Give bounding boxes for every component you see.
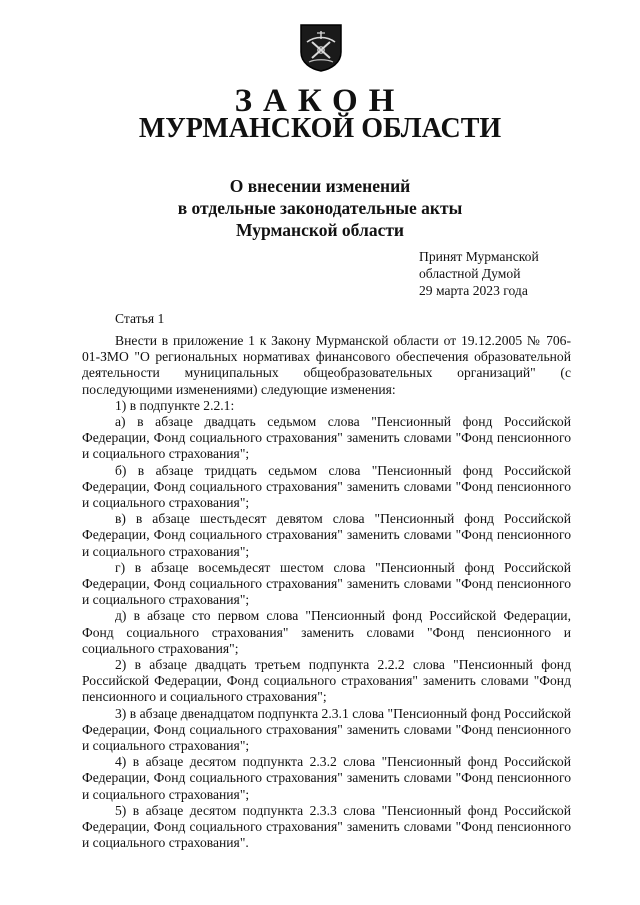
article-paragraph: 2) в абзаце двадцать третьем подпункта 2.2.2 слова "Пенсионный фонд Российской Федерации, Фонд социального страхования" заменить словами "Фонд пенсионного и социального страхования"; <box>82 657 571 705</box>
article-paragraph: а) в абзаце двадцать седьмом слова "Пенсионный фонд Российской Федерации, Фонд социального страхования" заменить словами "Фонд пенсионного и социального страхования"; <box>82 414 571 462</box>
article-paragraph: Внести в приложение 1 к Закону Мурманской области от 19.12.2005 № 706-01-ЗМО "О региональных нормативах финансового обеспечения образовательной деятельности муниципальных общеобразовательных организаций" (с последующими изменениями) следующие изменения: <box>82 333 571 397</box>
article-paragraph: б) в абзаце тридцать седьмом слова "Пенсионный фонд Российской Федерации, Фонд социального страхования" заменить словами "Фонд пенсионного и социального страхования"; <box>82 462 571 511</box>
article-paragraph: 4) в абзаце десятом подпункта 2.3.2 слова "Пенсионный фонд Российской Федерации, Фонд социального страхования" заменить словами "Фонд пенсионного и социального страхования"; <box>82 754 571 802</box>
article-paragraph: в) в абзаце шестьдесят девятом слова "Пенсионный фонд Российской Федерации, Фонд социального страхования" заменить словами "Фонд пенсионного и социального страхования"; <box>82 511 571 559</box>
subject-line: в отдельные законодательные акты <box>177 198 463 218</box>
region-title: МУРМАНСКОЙ ОБЛАСТИ <box>138 113 502 144</box>
adoption-date: 29 марта 2023 года <box>419 283 528 298</box>
adoption-line: областной Думой <box>419 266 521 281</box>
article-heading: Статья 1 <box>115 311 165 326</box>
article-paragraph: 5) в абзаце десятом подпункта 2.3.3 слова "Пенсионный фонд Российской Федерации, Фонд социального страхования" заменить словами "Фонд пенсионного и социального страхования". <box>82 802 571 851</box>
article-paragraph: 3) в абзаце двенадцатом подпункта 2.3.1 слова "Пенсионный фонд Российской Федерации, Фонд социального страхования" заменить словами "Фонд пенсионного и социального страхования"; <box>82 705 571 754</box>
article-paragraph: 1) в подпункте 2.2.1: <box>115 397 235 413</box>
law-title: ЗАКОН <box>234 83 406 119</box>
coat-of-arms-icon <box>297 22 345 72</box>
article-paragraph: д) в абзаце сто первом слова "Пенсионный фонд Российской Федерации, Фонд социального страхования" заменить словами "Фонд пенсионного и социального страхования"; <box>82 608 571 656</box>
subject-line: О внесении изменений <box>229 176 411 196</box>
law-subject <box>0 175 640 241</box>
adoption-line: Принят Мурманской <box>419 249 539 264</box>
article-body <box>82 333 571 852</box>
subject-line: Мурманской области <box>235 220 405 240</box>
adoption-note <box>419 248 539 299</box>
article-paragraph: г) в абзаце восемьдесят шестом слова "Пенсионный фонд Российской Федерации, Фонд социального страхования" заменить словами "Фонд пенсионного и социального страхования"; <box>82 559 571 608</box>
